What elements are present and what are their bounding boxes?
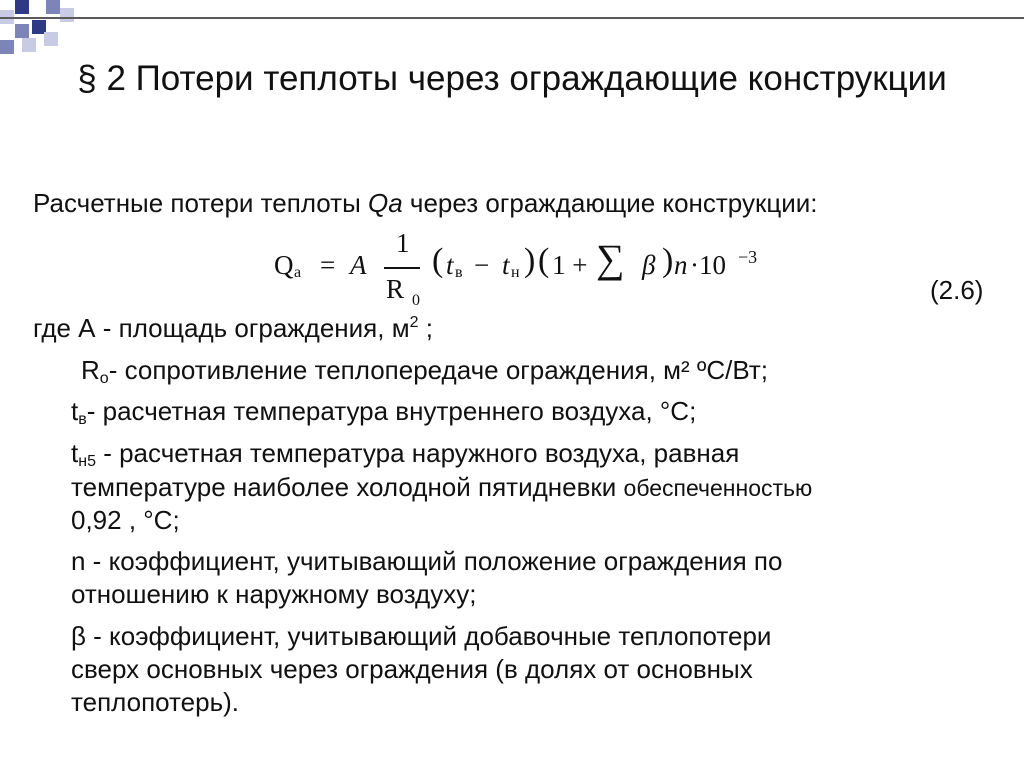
definition-tn5-symbol: t [71,438,79,468]
equation-number: (2.6) [930,275,984,305]
slide-title: § 2 Потери теплоты через ограждающие конструкции [77,59,947,98]
header-rule [0,17,1024,19]
definition-tv-sub: в [78,411,87,428]
formula-tv-sub: в [455,264,463,281]
definition-tn5-text: - расчетная температура наружного воздуха, равная [95,438,740,468]
definition-r0-sub: о [99,370,109,387]
definition-a-tail: ; [418,313,433,343]
intro-text [33,187,818,219]
definition-tn5-line-2 [71,472,812,503]
definition-r0 [81,355,768,385]
formula-r-sub: 0 [412,292,420,309]
definition-tn5-line-2b: обеспеченностью [623,475,813,501]
formula-dot-ten: ·10 [690,250,726,280]
definition-beta-line-2: сверх основных через ограждения (в долях от основных [71,654,753,684]
formula-one-plus: 1 + [552,250,588,280]
definition-a [33,313,433,343]
formula-rparen-2: ) [662,242,674,279]
definition-tn5-line-2a: температуре наиболее холодной пятидневки [71,472,624,502]
formula-a: A [350,250,367,280]
definition-a-text: где А - площадь ограждения, м [33,313,410,343]
intro-before: Расчетные потери теплоты [33,188,369,218]
definition-beta-line-1: β - коэффициент, учитывающий добавочные теплопотери [71,621,772,651]
formula-q-sub: а [294,264,302,281]
definition-tn5-line-1 [71,438,739,468]
definition-beta-line-3: теплопотерь). [71,687,240,717]
formula-lparen-1: ( [432,242,444,279]
formula [262,222,782,314]
definition-tn5-line-3: 0,92 , °С; [71,505,180,535]
definition-a-sup: 2 [409,314,419,331]
formula-equals: = [320,250,336,280]
definition-tv-text: - расчетная температура внутреннего воздуха, °С; [86,396,697,426]
definition-tv [71,396,696,426]
fraction-bar [384,267,420,269]
definition-tn5-sub: н5 [78,453,96,470]
definition-n-line-2: отношению к наружному воздуху; [71,579,477,609]
formula-exponent: −3 [738,247,758,267]
intro-after: через ограждающие конструкции: [402,188,818,218]
formula-q: Q [274,250,294,280]
intro-symbol: Qa [368,188,403,218]
definition-r0-text: - сопротивление теплопередаче ограждения, м² ºС/Вт; [108,355,769,385]
formula-r: R [386,274,405,304]
formula-numerator: 1 [396,228,410,258]
definition-tv-symbol: t [71,396,79,426]
formula-tv: t [446,250,454,280]
formula-sum: ∑ [596,236,625,281]
definition-n-line-1: n - коэффициент, учитывающий положение ограждения по [71,546,783,576]
formula-minus: − [474,250,490,280]
formula-tn: t [502,250,510,280]
formula-rparen-1: ) [524,242,536,279]
formula-lparen-2: ( [538,242,550,279]
formula-tn-sub: н [511,264,520,281]
formula-n: n [674,250,688,280]
formula-beta: β [642,250,656,280]
definition-r0-symbol: R [81,355,100,385]
